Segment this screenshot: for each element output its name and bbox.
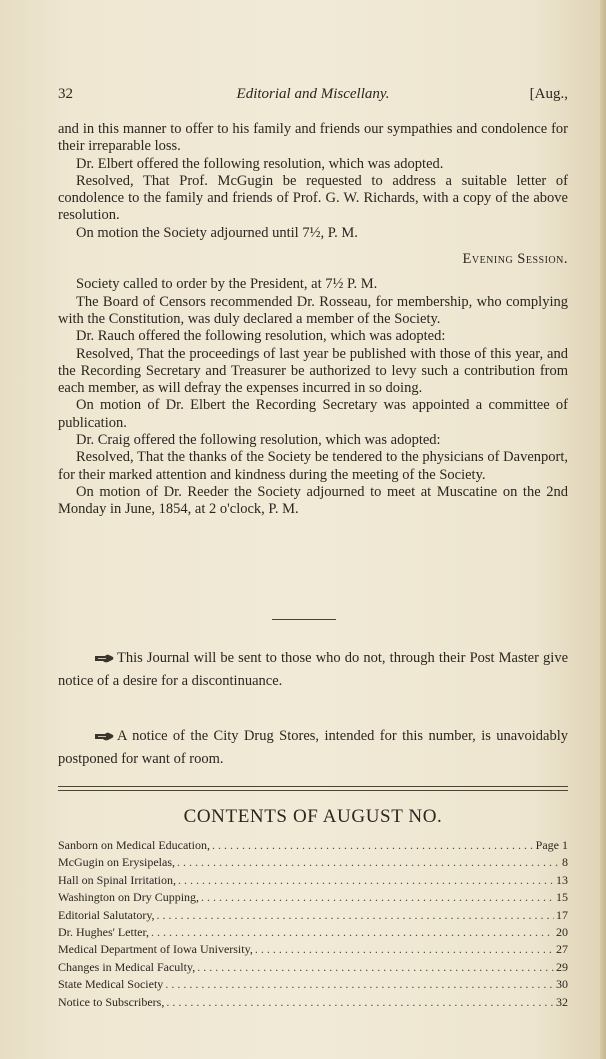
contents-entry-page: 32 (556, 994, 568, 1009)
body-paragraph: Dr. Elbert offered the following resolution, which was adopted. (76, 155, 444, 172)
contents-entry (58, 838, 568, 855)
body-paragraph: On motion of Dr. Reeder the Society adjourned to meet at Muscatine on the 2nd Monday in June, 1854, at 2 o'clock, P. M. (58, 483, 568, 518)
contents-entry-title: Medical Department of Iowa University, (58, 942, 253, 957)
contents-entry-title: Sanborn on Medical Education, (58, 838, 210, 852)
contents-list (58, 838, 568, 1012)
contents-entry-page: 17 (556, 907, 568, 922)
body-paragraph: and in this manner to offer to his family and friends our sympathies and condolence for their irreparable loss. (58, 121, 568, 155)
dot-leader (151, 925, 554, 940)
contents-entry-title: Dr. Hughes' Letter, (58, 924, 149, 939)
contents-entry-title: Notice to Subscribers, (58, 994, 165, 1009)
notice-journal (58, 648, 568, 692)
contents-entry (58, 908, 568, 925)
dot-leader (201, 890, 554, 905)
page-edge (600, 0, 606, 1059)
dot-leader (166, 995, 554, 1010)
running-header (58, 86, 568, 108)
contents-entry (58, 995, 568, 1012)
contents-entry-page: 8 (562, 855, 568, 870)
body-paragraph: Resolved, That the thanks of the Society be tendered to the physicians of Davenport, for their marked attention and kindness during the meeting of the Society. (58, 449, 568, 483)
article-body (58, 121, 568, 519)
contents-entry (58, 942, 568, 959)
notice-journal-text: This Journal will be sent to those who do not, through their Post Master give notice of a desire for a discontinuance. (58, 650, 568, 689)
dot-leader (178, 873, 554, 888)
contents-entry-title: McGugin on Erysipelas, (58, 855, 175, 870)
dot-leader (212, 838, 534, 853)
page-number: 32 (58, 86, 73, 102)
contents-entry-page: 30 (556, 977, 568, 992)
manicule-icon (76, 650, 114, 671)
body-paragraph: Society called to order by the President, at 7½ P. M. (76, 276, 378, 293)
contents-entry-title: Washington on Dry Cupping, (58, 890, 200, 905)
contents-entry-title: Editorial Salutatory, (58, 907, 155, 922)
body-paragraph: On motion the Society adjourned until 7½, P. M. (76, 224, 358, 241)
contents-entry-title: Hall on Spinal Irritation, (58, 872, 176, 887)
section-heading: Evening Session. (462, 251, 568, 268)
contents-entry (58, 960, 568, 977)
contents-entry-title: Changes in Medical Faculty, (58, 959, 196, 974)
contents-entry-page: 29 (556, 959, 568, 974)
body-paragraph: Dr. Rauch offered the following resolution, which was adopted: (76, 328, 446, 345)
contents-entry (58, 977, 568, 994)
dot-leader (177, 855, 560, 870)
double-rule (58, 786, 568, 791)
contents-entry (58, 873, 568, 890)
contents-entry-page: Page 1 (535, 838, 568, 852)
section-divider (272, 619, 336, 620)
contents-entry (58, 890, 568, 907)
contents-entry-page: 13 (556, 872, 568, 887)
body-paragraph: Resolved, That Prof. McGugin be requested to address a suitable letter of condolence to the family and friends of Prof. G. W. Richards, with a copy of the above resolution. (58, 172, 568, 224)
contents-entry-page: 27 (556, 942, 568, 957)
contents-title: CONTENTS OF AUGUST NO. (183, 806, 443, 827)
body-paragraph: The Board of Censors recommended Dr. Rosseau, for membership, who complying with the Constitution, was duly declared a member of the Society. (58, 293, 568, 327)
issue-month: [Aug., (529, 86, 568, 102)
body-paragraph: On motion of Dr. Elbert the Recording Secretary was appointed a committee of publication. (58, 397, 568, 431)
body-paragraph: Dr. Craig offered the following resolution, which was adopted: (76, 432, 441, 449)
notice-drug-stores (58, 726, 568, 770)
contents-entry-title: State Medical Society (58, 977, 164, 992)
dot-leader (157, 908, 554, 923)
dot-leader (255, 942, 554, 957)
notice-drug-stores-text: A notice of the City Drug Stores, intended for this number, is unavoidably postponed for want of room. (58, 728, 568, 767)
manicule-icon (76, 728, 114, 749)
dot-leader (165, 977, 554, 992)
body-paragraph: Resolved, That the proceedings of last year be published with those of this year, and the Recording Secretary and Treasurer be authorized to levy such a contribution from each member, as will defray the expenses incurred in so doing. (58, 345, 568, 397)
contents-entry-page: 15 (556, 890, 568, 905)
dot-leader (197, 960, 554, 975)
contents-entry-page: 20 (556, 924, 568, 939)
running-title: Editorial and Miscellany. (236, 86, 390, 102)
contents-entry (58, 855, 568, 872)
contents-entry (58, 925, 568, 942)
